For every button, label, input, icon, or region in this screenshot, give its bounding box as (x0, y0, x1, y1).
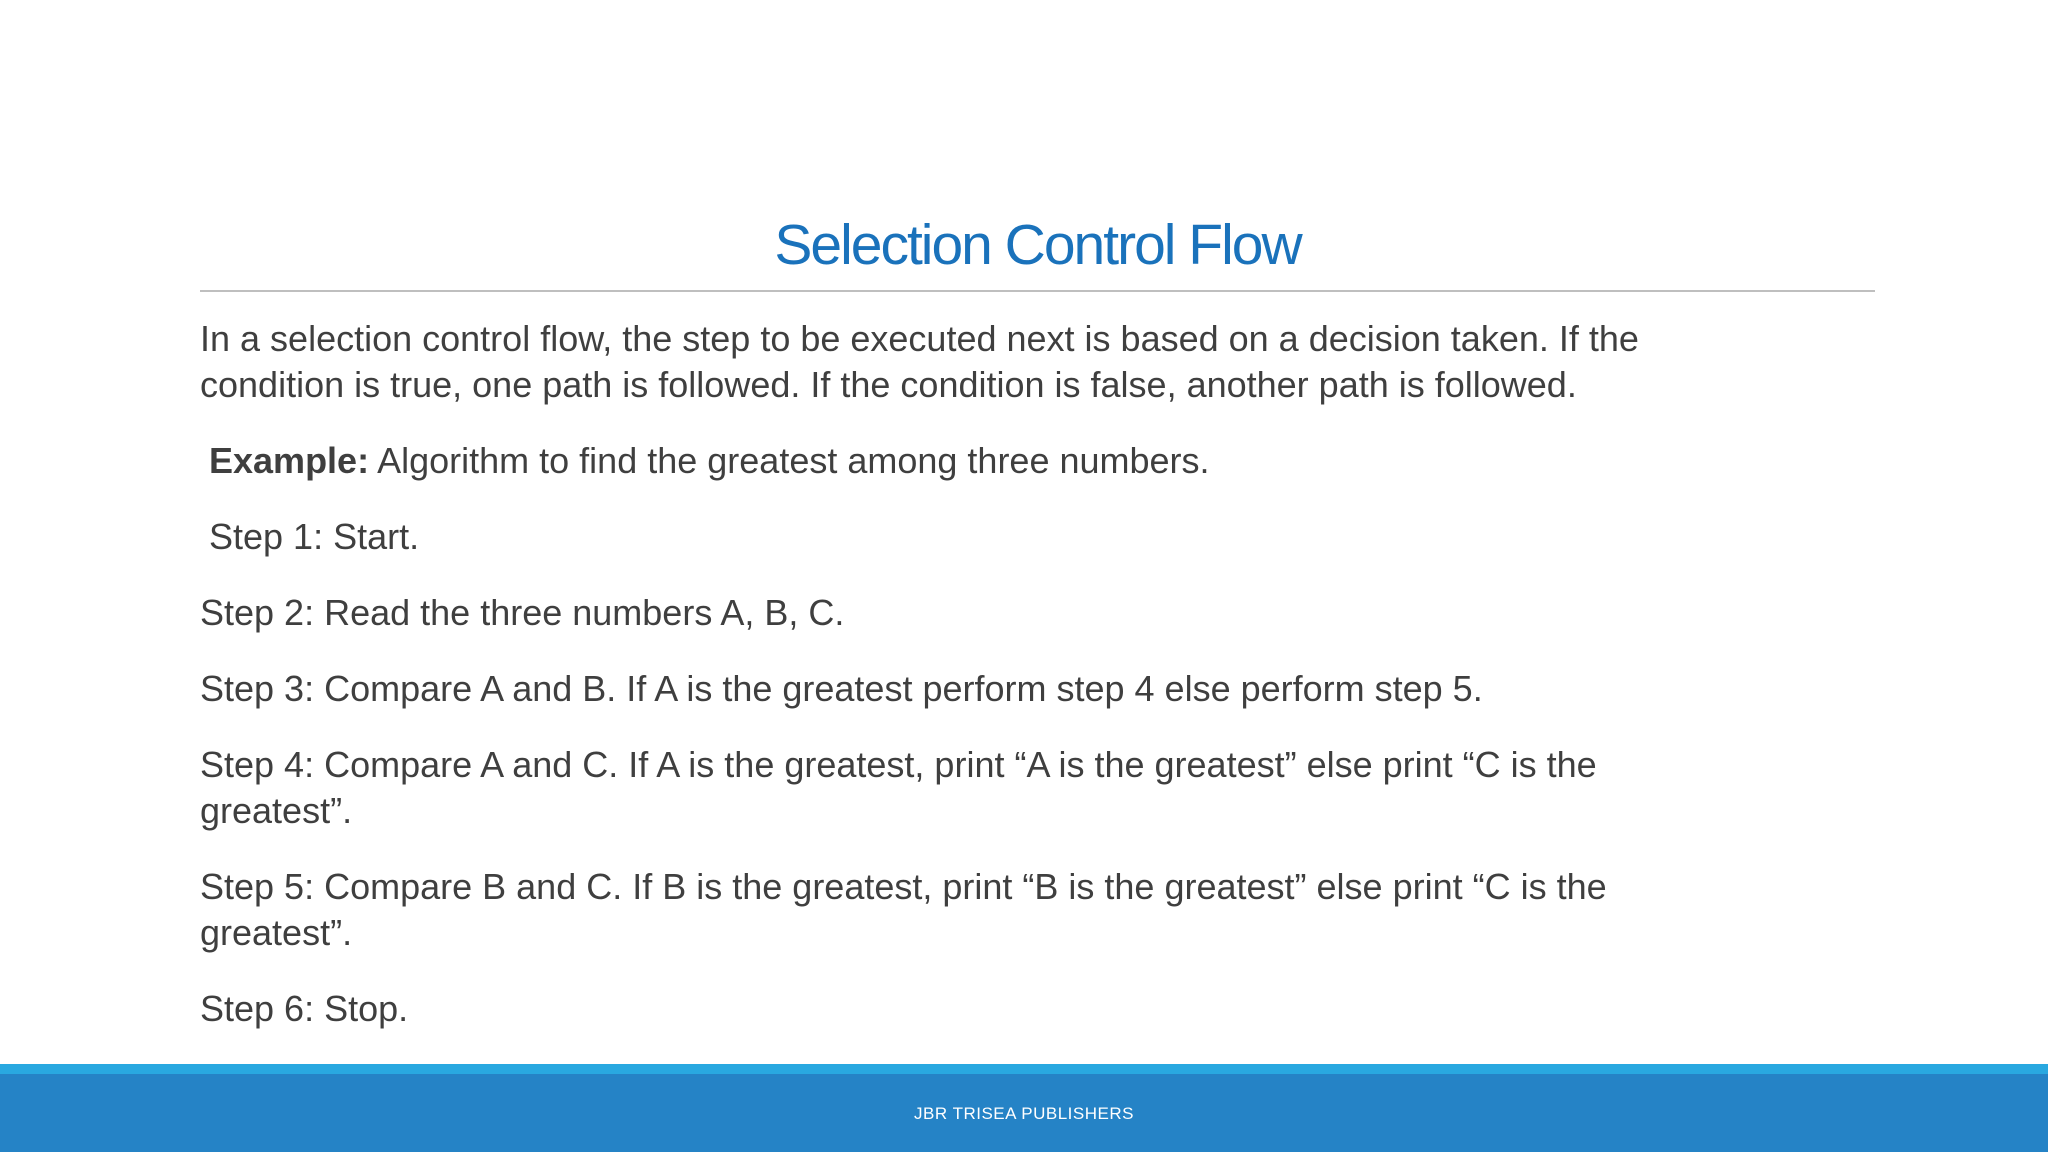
title-divider (200, 290, 1875, 292)
step-4-line-1: Step 4: Compare A and C. If A is the greatest, print “A is the greatest” else print “C is the (200, 744, 1597, 785)
example-text: Algorithm to find the greatest among three numbers. (369, 440, 1210, 481)
step-5-line-1: Step 5: Compare B and C. If B is the greatest, print “B is the greatest” else print “C is the (200, 866, 1607, 907)
example-line (209, 438, 1889, 484)
step-1: Step 1: Start. (209, 516, 420, 557)
footer-bar (0, 1074, 2048, 1152)
step-4-line-2: greatest”. (200, 790, 353, 831)
step-2: Step 2: Read the three numbers A, B, C. (200, 592, 845, 633)
footer-publisher: JBR TRISEA PUBLISHERS (914, 1104, 1134, 1123)
step-5-line-2: greatest”. (200, 912, 353, 953)
step-6: Step 6: Stop. (200, 988, 409, 1029)
intro-line-1: In a selection control flow, the step to be executed next is based on a decision taken. If the (200, 318, 1639, 359)
step-3: Step 3: Compare A and B. If A is the greatest perform step 4 else perform step 5. (200, 668, 1483, 709)
example-label: Example: (209, 440, 370, 481)
slide-title: Selection Control Flow (774, 213, 1301, 277)
footer-accent-stripe (0, 1064, 2048, 1074)
intro-line-2: condition is true, one path is followed. If the condition is false, another path is followed. (200, 364, 1577, 405)
